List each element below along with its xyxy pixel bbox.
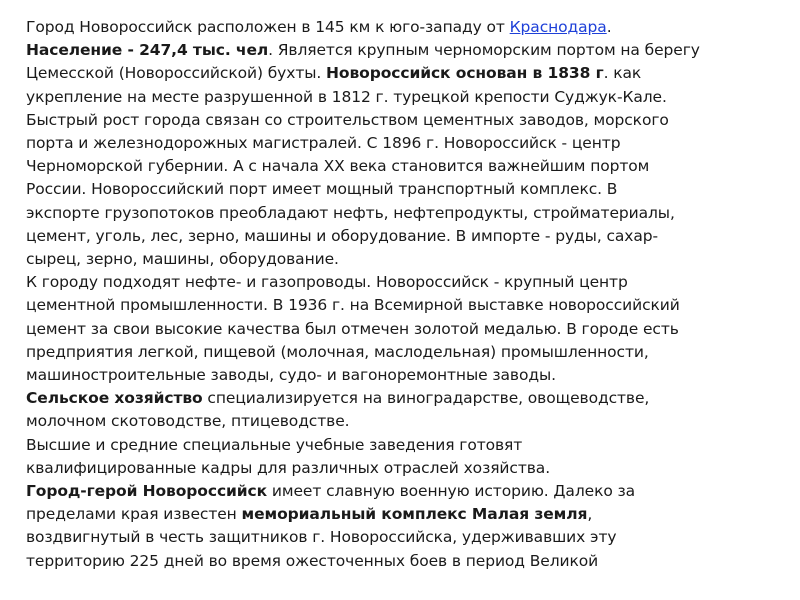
text-segment: Черноморской губернии. А с начала XX века становится важнейшим портом	[26, 157, 650, 176]
text-segment: цементной промышленности. В 1936 г. на Всемирной выставке новороссийский	[26, 296, 680, 315]
text-line	[26, 410, 786, 433]
text-line	[26, 271, 786, 294]
text-line	[26, 294, 786, 317]
text-segment: К городу подходят нефте- и газопроводы. Новороссийск - крупный центр	[26, 273, 628, 292]
text-segment: цемент за свои высокие качества был отмечен золотой медалью. В городе есть	[26, 319, 679, 338]
text-segment: Быстрый рост города связан со строительством цементных заводов, морского	[26, 110, 669, 129]
text-segment: цемент, уголь, лес, зерно, машины и оборудование. В импорте - руды, сахар-	[26, 226, 658, 245]
text-segment: . Является крупным черноморским портом на берегу	[268, 41, 700, 60]
text-line	[26, 225, 786, 248]
document-text	[26, 16, 786, 573]
text-segment: специализируется на виноградарстве, овощеводстве,	[202, 389, 650, 408]
text-line	[26, 550, 786, 573]
text-segment: Высшие и средние специальные учебные заведения готовят	[26, 435, 523, 454]
text-segment: ,	[587, 505, 593, 524]
text-segment: . как	[603, 64, 642, 83]
text-line	[26, 364, 786, 387]
bold-text: Сельское хозяйство	[26, 389, 203, 408]
text-segment: порта и железнодорожных магистралей. С 1896 г. Новороссийск - центр	[26, 134, 621, 153]
text-segment: имеет славную военную историю. Далеко за	[267, 482, 636, 501]
text-line	[26, 480, 786, 503]
bold-text: Новороссийск основан в 1838 г	[326, 64, 604, 83]
text-line	[26, 109, 786, 132]
text-line	[26, 526, 786, 549]
text-segment: воздвигнутый в честь защитников г. Новороссийска, удерживавших эту	[26, 528, 617, 547]
text-segment: квалифицированные кадры для различных отраслей хозяйства.	[26, 458, 551, 477]
text-line	[26, 62, 786, 85]
link-krasnodar[interactable]: Краснодара	[509, 18, 607, 36]
text-line	[26, 248, 786, 271]
text-line	[26, 132, 786, 155]
text-line	[26, 39, 786, 62]
text-segment: экспорте грузопотоков преобладают нефть, нефтепродукты, стройматериалы,	[26, 203, 675, 222]
text-line	[26, 202, 786, 225]
text-segment: России. Новороссийский порт имеет мощный транспортный комплекс. В	[26, 180, 618, 199]
bold-text: Город-герой Новороссийск	[26, 482, 268, 501]
text-segment: Город Новороссийск расположен в 145 км к юго-западу от	[26, 18, 510, 36]
text-segment: пределами края известен	[26, 505, 242, 524]
text-line	[26, 341, 786, 364]
text-line	[26, 457, 786, 480]
text-segment: укрепление на месте разрушенной в 1812 г. турецкой крепости Суджук-Кале.	[26, 87, 667, 106]
bold-text: Население - 247,4 тыс. чел	[26, 41, 269, 60]
text-segment: молочном скотоводстве, птицеводстве.	[26, 412, 350, 431]
text-segment: машиностроительные заводы, судо- и вагоноремонтные заводы.	[26, 366, 556, 385]
text-segment: сырец, зерно, машины, оборудование.	[26, 250, 339, 269]
text-segment: предприятия легкой, пищевой (молочная, маслодельная) промышленности,	[26, 342, 649, 361]
text-line	[26, 155, 786, 178]
text-line	[26, 178, 786, 201]
text-segment: Цемесской (Новороссийской) бухты.	[26, 64, 327, 83]
text-line	[26, 503, 786, 526]
text-segment: территорию 225 дней во время ожесточенных боев в период Великой	[26, 551, 599, 570]
text-segment: .	[606, 18, 612, 36]
text-line	[26, 434, 786, 457]
text-line	[26, 86, 786, 109]
text-line	[26, 318, 786, 341]
text-line	[26, 16, 786, 39]
bold-text: мемориальный комплекс Малая земля	[241, 505, 588, 524]
text-line	[26, 387, 786, 410]
